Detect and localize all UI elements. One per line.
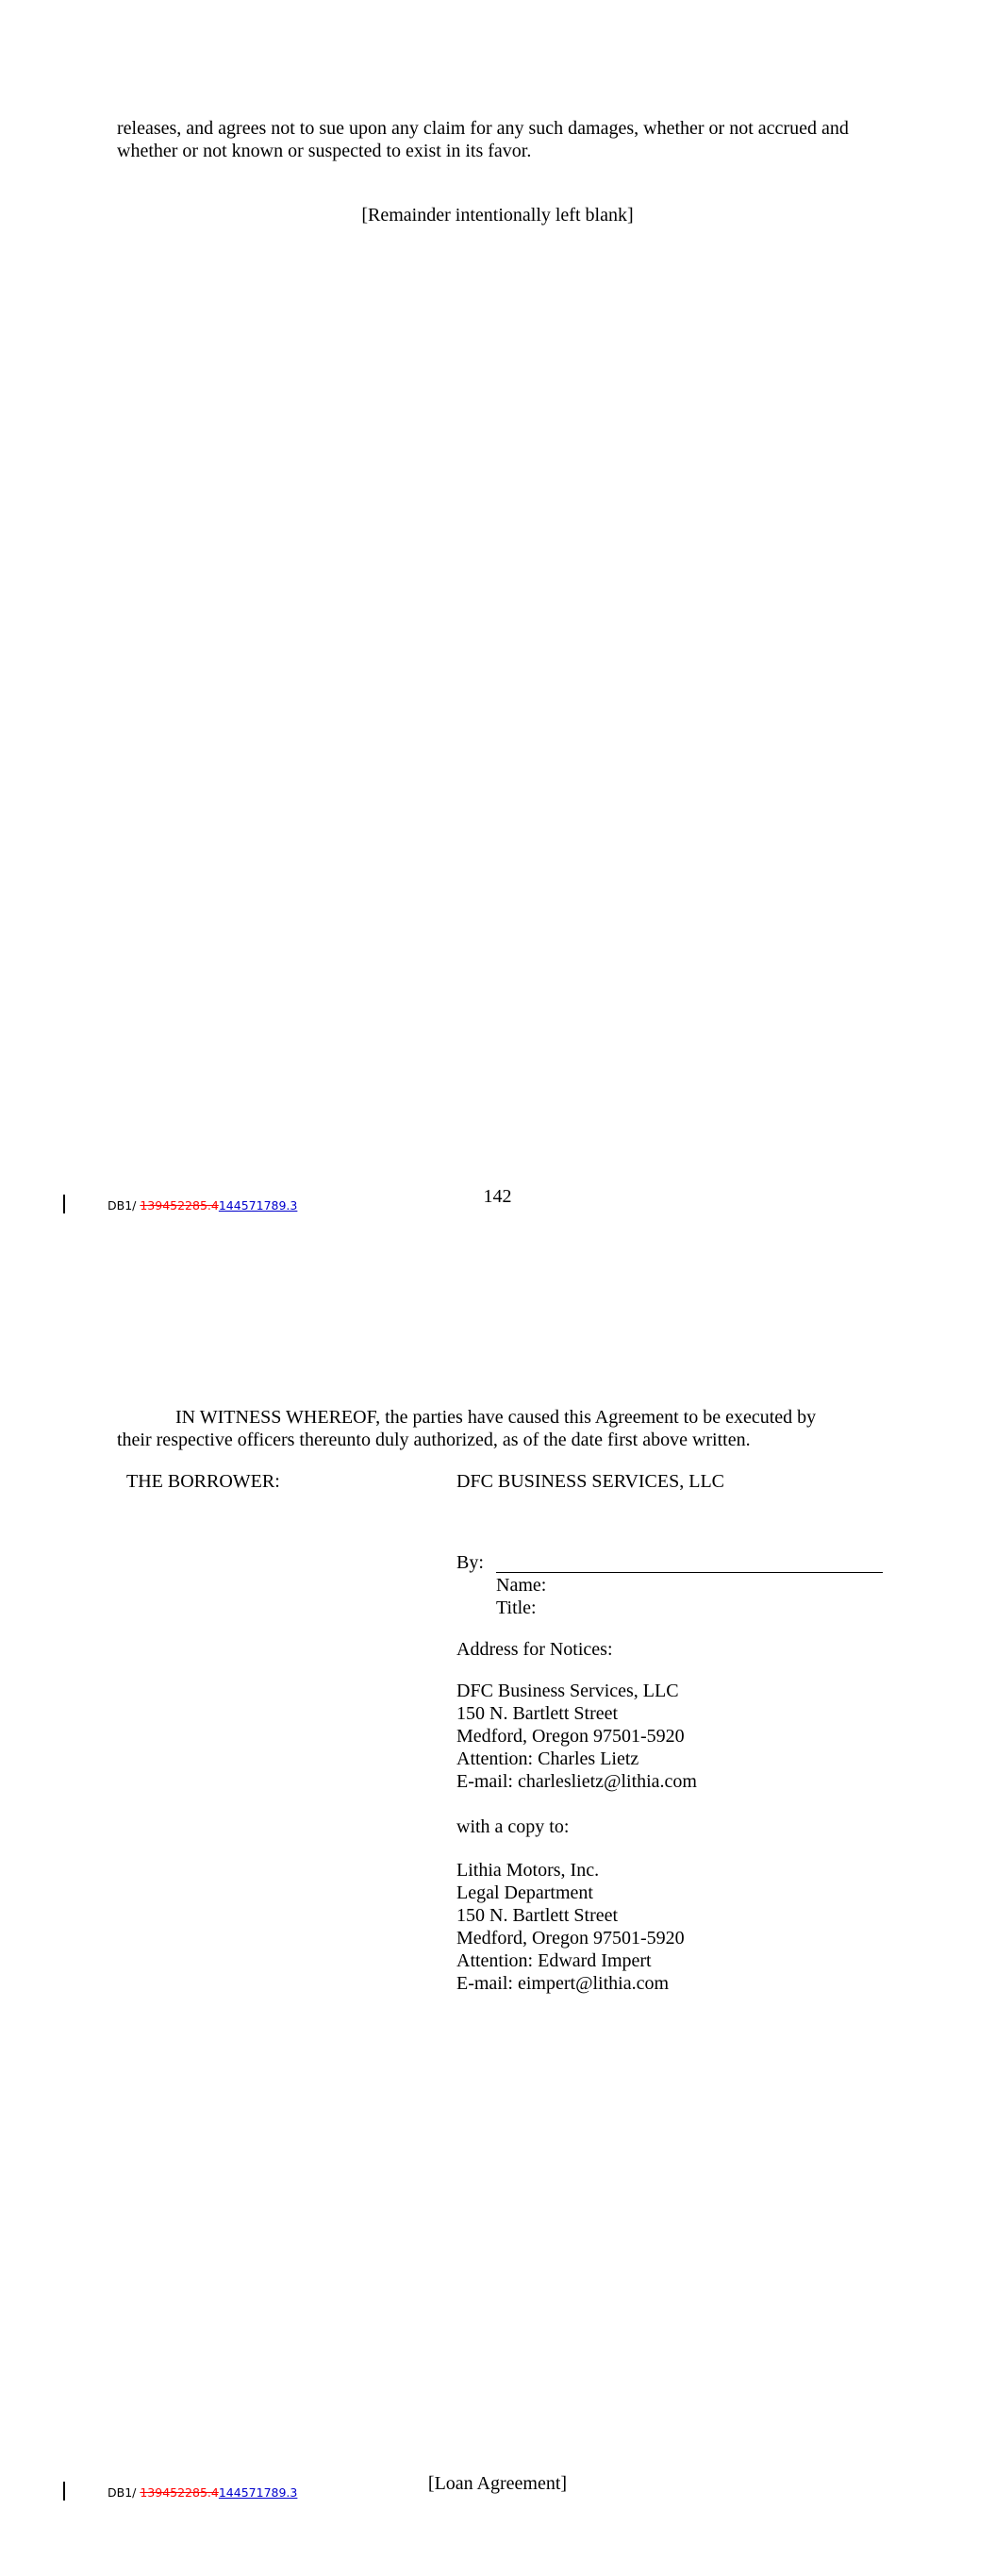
paragraph-line: releases, and agrees not to sue upon any claim for any such damages, whether or not accrued and <box>117 118 849 139</box>
copy-line: E-mail: eimpert@lithia.com <box>456 1973 670 1994</box>
name-label: Name: <box>496 1575 547 1596</box>
witness-paragraph <box>117 1406 816 1451</box>
address-line: 150 N. Bartlett Street <box>456 1703 619 1724</box>
document-id-prefix: DB1/ <box>108 1198 141 1213</box>
address-line: Medford, Oregon 97501-5920 <box>456 1726 685 1747</box>
page-number: 142 <box>483 1186 512 1207</box>
deleted-document-id: 139452285.4 <box>140 2485 219 2500</box>
copy-heading: with a copy to: <box>456 1816 570 1837</box>
inserted-document-id: 144571789.3 <box>218 1198 298 1213</box>
copy-line: 150 N. Bartlett Street <box>456 1905 619 1926</box>
address-line: E-mail: charleslietz@lithia.com <box>456 1771 697 1792</box>
witness-line: their respective officers thereunto duly authorized, as of the date first above written. <box>117 1430 751 1450</box>
title-label: Title: <box>496 1597 537 1618</box>
copy-line: Legal Department <box>456 1882 593 1903</box>
copy-address <box>456 1859 685 1995</box>
footer-center-label: [Loan Agreement] <box>427 2473 568 2494</box>
copy-line: Lithia Motors, Inc. <box>456 1860 600 1881</box>
closing-paragraph <box>117 117 849 162</box>
deleted-document-id: 139452285.4 <box>140 1198 219 1213</box>
document-id-footer <box>108 2485 297 2500</box>
address-line: Attention: Charles Lietz <box>456 1748 639 1769</box>
company-name: DFC BUSINESS SERVICES, LLC <box>456 1471 725 1492</box>
address-line: DFC Business Services, LLC <box>456 1681 679 1701</box>
revision-change-bar <box>63 2482 65 2501</box>
copy-line: Attention: Edward Impert <box>456 1950 652 1971</box>
by-label: By: <box>456 1552 484 1573</box>
paragraph-line: whether or not known or suspected to exist in its favor. <box>117 141 532 161</box>
remainder-blank-note: [Remainder intentionally left blank] <box>361 205 634 226</box>
notice-address <box>456 1680 697 1793</box>
address-heading: Address for Notices: <box>456 1639 613 1660</box>
signature-line <box>496 1572 883 1573</box>
borrower-label: THE BORROWER: <box>126 1471 280 1492</box>
witness-line: IN WITNESS WHEREOF, the parties have caused this Agreement to be executed by <box>175 1407 817 1428</box>
document-id-prefix: DB1/ <box>108 2485 141 2500</box>
inserted-document-id: 144571789.3 <box>218 2485 298 2500</box>
copy-line: Medford, Oregon 97501-5920 <box>456 1928 685 1949</box>
